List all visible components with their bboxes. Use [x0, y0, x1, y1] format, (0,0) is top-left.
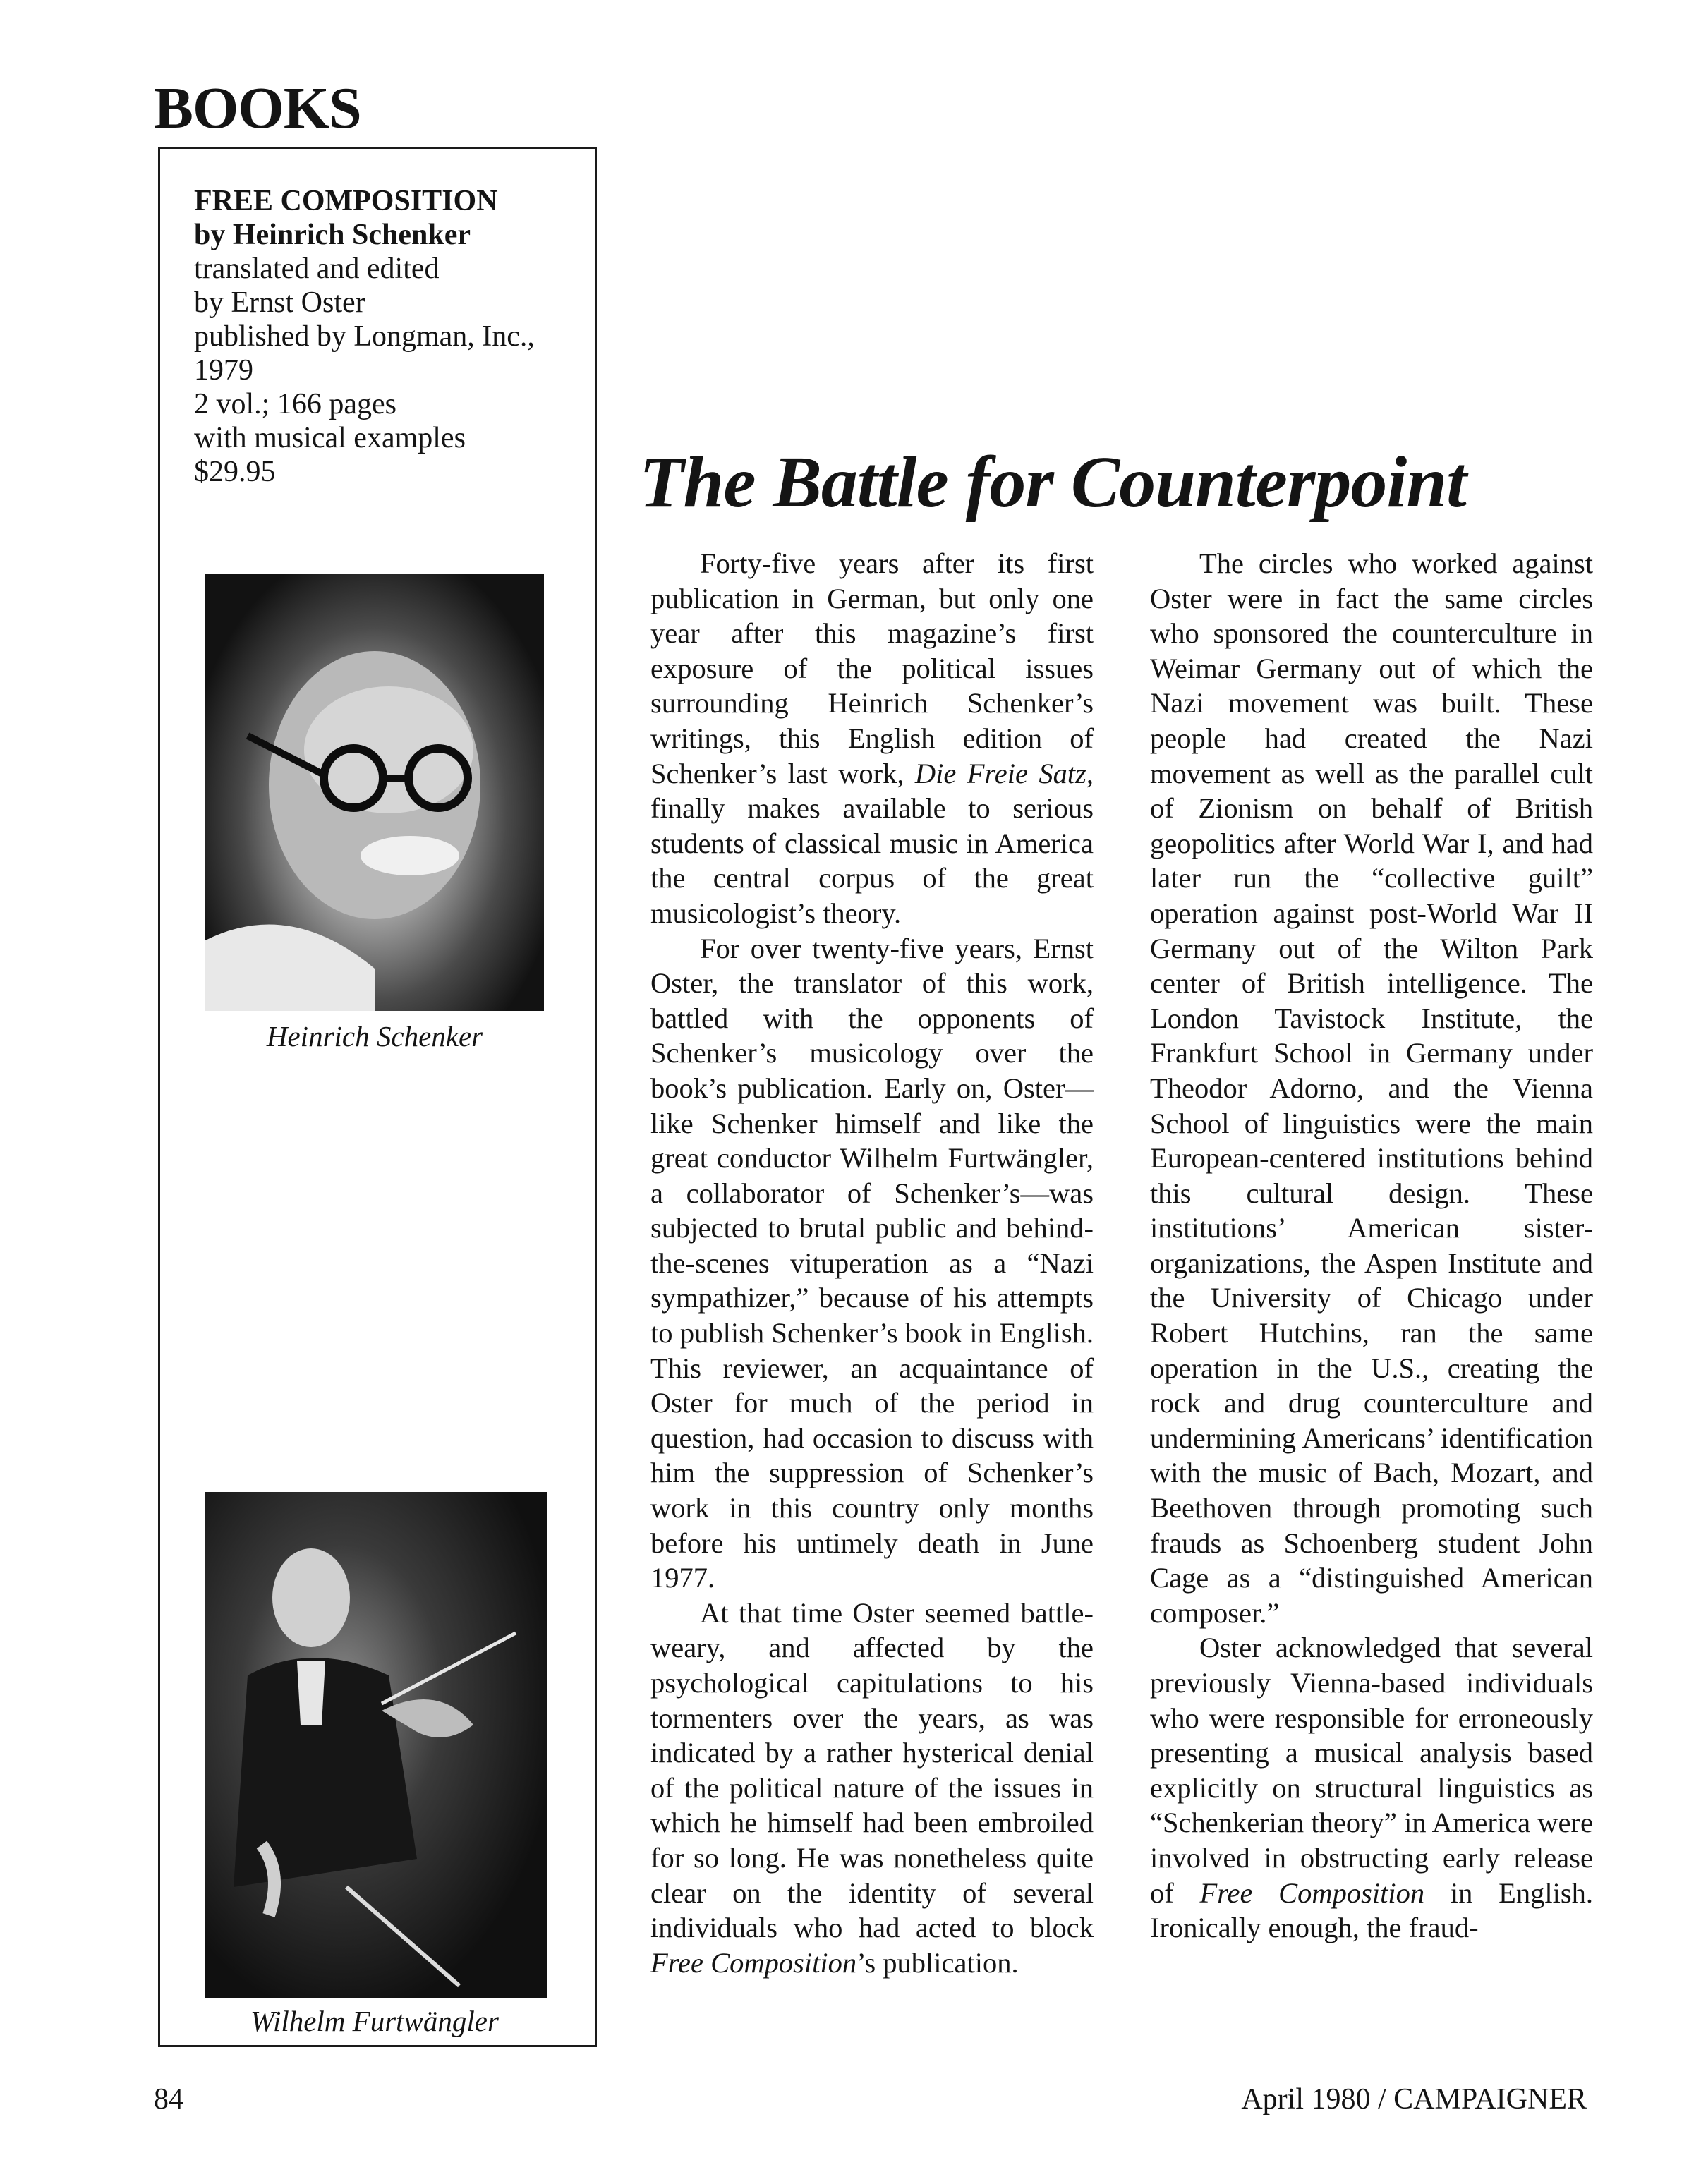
book-info-line: 1979: [194, 354, 253, 387]
paragraph-text: For over twenty-five years, Ernst Oster, the translator of this work, battled with the opponents of Schenker’s musicology over the book’s publication. Early on, Oster—like Schenker himself and like the great conductor Wilhelm Furtwängler, a collaborator of Schenker’s—was subjected to brutal public and behind-the-scenes vituperation as a “Nazi sympathizer,” because of his attempts to publish Schenker’s book in English. This reviewer, an acquaintance of Oster for much of the period in question, had occasion to discuss with him the suppression of Schenker’s work in this country only months before his untimely death in June 1977.: [650, 932, 1094, 1594]
paragraph-text: ’s publication.: [856, 1946, 1019, 1979]
paragraph-text: The circles who worked against Oster were in fact the same circles who sponsored the counterculture in Weimar Germany out of which the Nazi movement was built. These people had created the Nazi movement as well as the parallel cult of Zionism on behalf of British geopolitics after World War I, and had later run the “collective guilt” operation against post-World War II Germany out of the Wilton Park center of British intelligence. The London Tavistock Institute, the Frankfurt School in Germany under Theodor Adorno, and the Vienna School of linguistics were the main European-centered institutions behind this cultural design. These institutions’ American sister-organizations, the Aspen Institute and the University of Chicago under Robert Hutchins, ran the same operation in the U.S., creating the rock and drug counterculture and undermining Americans’ identification with the music of Bach, Mozart, and Beethoven through promoting such frauds as Schoenberg student John Cage as a “distinguished American composer.”: [1150, 547, 1593, 1629]
furtwangler-caption: Wilhelm Furtwängler: [250, 2005, 499, 2037]
paragraph-text: in English. Ironically enough, the fraud-: [1150, 1876, 1593, 1944]
article-column-1: [650, 546, 1094, 1980]
book-info-line: by Ernst Oster: [194, 286, 365, 319]
article-paragraph: [1150, 1630, 1593, 1945]
schenker-photo: [205, 574, 544, 1011]
article-paragraph: [650, 931, 1094, 1596]
article-column-2: [1150, 546, 1593, 1946]
book-info-sidebar: [158, 147, 597, 2047]
book-info-line: FREE COMPOSITION: [194, 185, 498, 217]
paragraph-text: At that time Oster seemed battle-weary, and affected by the psychological capitulations to his tormenters over the years, as was indicated by a rather hysterical denial of the political nature of the issues in which he himself had been embroiled for so long. He was nonetheless quite clear on the identity of several individuals who had acted to block: [650, 1596, 1094, 1944]
section-heading: BOOKS: [154, 75, 361, 141]
article-title: The Battle for Counterpoint: [639, 442, 1467, 523]
book-info-line: translated and edited: [194, 253, 440, 285]
schenker-caption: Heinrich Schenker: [266, 1020, 483, 1052]
publication-footer: April 1980 / CAMPAIGNER: [1241, 2083, 1587, 2116]
book-info-line: 2 vol.; 166 pages: [194, 388, 396, 420]
article-paragraph: [650, 546, 1094, 931]
page-number: 84: [154, 2083, 183, 2116]
italic-text: Free Composition: [1199, 1876, 1425, 1909]
article-paragraph: [1150, 546, 1593, 1630]
italic-text: Free Composition: [650, 1946, 857, 1979]
book-info-line: by Heinrich Schenker: [194, 219, 471, 251]
article-paragraph: [650, 1596, 1094, 1981]
paragraph-text: Oster acknowledged that several previously Vienna-based individuals who were responsible for erroneously presenting a musical analysis based explicitly on structural linguistics as “Schenkerian theory” in America were involved in obstructing early release of: [1150, 1632, 1593, 1909]
italic-text: Die Freie Satz: [914, 757, 1086, 789]
paragraph-text: , finally makes available to serious students of classical music in America the central corpus of the great musicologist’s theory.: [650, 757, 1094, 929]
book-info-line: with musical examples: [194, 422, 466, 454]
book-info-line: published by Longman, Inc.,: [194, 320, 535, 353]
paragraph-text: Forty-five years after its first publication in German, but only one year after this magazine’s first exposure of the political issues surrounding Heinrich Schenker’s writings, this English edition of Schenker’s last work,: [650, 547, 1094, 789]
book-details: [194, 184, 589, 489]
furtwangler-photo: [205, 1492, 547, 1998]
book-info-line: $29.95: [194, 456, 276, 488]
